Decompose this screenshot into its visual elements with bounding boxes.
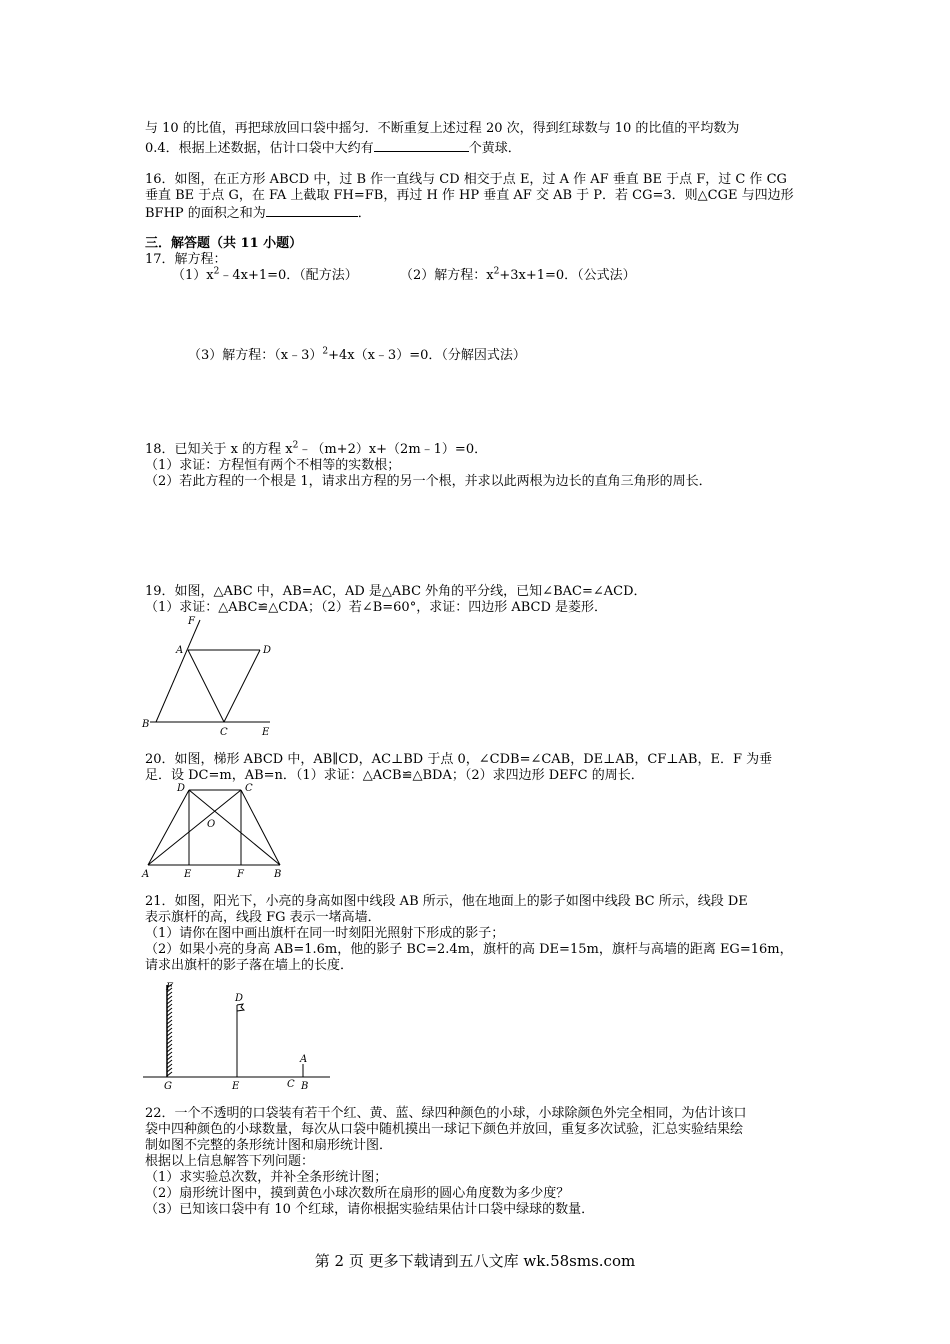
q21-label-C: C: [287, 1079, 295, 1090]
q21-label-G: G: [164, 1081, 172, 1092]
q21-line1: 21．如图，阳光下，小亮的身高如图中线段 AB 所示，他在地面上的影子如图中线段 BC 所示，线段 DE: [145, 894, 748, 909]
q22-part1: （1）求实验总次数，并补全条形统计图；: [145, 1170, 388, 1185]
q19-label-C: C: [220, 727, 228, 738]
q19-stem: 19．如图，△ABC 中，AB=AC，AD 是△ABC 外角的平分线，已知∠BAC=∠ACD．: [145, 584, 647, 599]
q20-figure: [140, 780, 285, 880]
q19-label-B: B: [142, 719, 150, 730]
q20-line1: 20．如图，梯形 ABCD 中，AB∥CD，AC⊥BD 于点 0，∠CDB=∠CAB，DE⊥AB，CF⊥AB，E．F 为垂: [145, 752, 773, 767]
q16-line1: 16．如图，在正方形 ABCD 中，过 B 作一直线与 CD 相交于点 E，过 A 作 AF 垂直 BE 于点 F，过 C 作 CG: [145, 172, 787, 187]
q22-part3: （3）已知该口袋中有 10 个红球，请你根据实验结果估计口袋中绿球的数量．: [145, 1202, 595, 1217]
q15-line1: 与 10 的比值，再把球放回口袋中摇匀．不断重复上述过程 20 次，得到红球数与 10 的比值的平均数为: [145, 121, 740, 136]
q15-line2: [145, 139, 521, 157]
q19-line-DC: [224, 650, 260, 722]
q22-line4: 根据以上信息解答下列问题：: [145, 1154, 315, 1169]
q20-label-F: F: [237, 869, 244, 880]
q17-part1-sup: 2: [213, 266, 220, 277]
q16-line3-a: BFHP 的面积之和为: [145, 206, 266, 221]
q15-line2-a: 0.4．根据上述数据，估计口袋中大约有: [145, 141, 374, 156]
q21-label-F: F: [166, 982, 173, 993]
q22-line1: 22．一个不透明的口袋装有若干个红、黄、蓝、绿四种颜色的小球，小球除颜色外完全相同，为估计该口: [145, 1106, 747, 1121]
q19-figure: [140, 615, 280, 740]
q19-label-E: E: [262, 727, 270, 738]
q18-part1: （1）求证：方程恒有两个不相等的实数根；: [145, 458, 401, 473]
q17-part2-sup: 2: [493, 266, 500, 277]
q19-label-F: F: [188, 616, 195, 627]
q21-part2b: 请求出旗杆的影子落在墙上的长度．: [145, 958, 354, 973]
q17-part2-b: +3x+1=0．（公式法）: [499, 268, 636, 283]
q17-part2-a: （2）解方程：x: [400, 268, 494, 283]
q20-line-AD: [148, 790, 189, 865]
q20-label-A: A: [142, 869, 150, 880]
q22-line2: 袋中四种颜色的小球数量，每次从口袋中随机摸出一球记下颜色并放回，重复多次试验，汇总实验结果绘: [145, 1122, 744, 1137]
q16-line3-b: ．: [357, 206, 371, 221]
q17-part1: [172, 268, 358, 284]
q17-part1-b: ﹣4x+1=0．（配方法）: [219, 268, 358, 283]
q17-part3-b: +4x（x﹣3）=0．（分解因式法）: [328, 348, 526, 363]
q20-label-C: C: [245, 783, 253, 794]
q19-line-AC: [188, 650, 224, 722]
q20-label-B: B: [274, 869, 282, 880]
q19-part1: （1）求证：△ABC≌△CDA；（2）若∠B=60°，求证：四边形 ABCD 是菱形．: [145, 600, 608, 615]
page-footer: 第 2 页 更多下载请到五八文库 wk.58sms.com: [314, 1252, 636, 1270]
q21-figure: [140, 980, 335, 1092]
q16-line3: [145, 204, 371, 222]
q19-label-D: D: [263, 645, 272, 656]
q21-line2: 表示旗杆的高，线段 FG 表示一堵高墙．: [145, 910, 381, 925]
q19-line-FB: [156, 620, 200, 722]
q21-label-D: D: [235, 993, 244, 1004]
q18-stem: [145, 442, 487, 458]
q20-line-AC: [148, 790, 241, 865]
q20-label-D: D: [177, 783, 186, 794]
q18-stem-b: ﹣（m+2）x+（2m﹣1）=0．: [298, 442, 488, 457]
q18-stem-sup: 2: [292, 440, 299, 451]
q21-label-E: E: [232, 1081, 240, 1092]
q20-label-E: E: [184, 869, 192, 880]
q16-answer-blank: [266, 204, 358, 217]
q17-part3: [188, 348, 526, 364]
q21-part1: （1）请你在图中画出旗杆在同一时刻阳光照射下形成的影子；: [145, 926, 505, 941]
q20-line-BD: [189, 790, 280, 865]
q21-flag-icon: [237, 1004, 244, 1011]
q18-part2: （2）若此方程的一个根是 1，请求出方程的另一个根，并求以此两根为边长的直角三角形的周长．: [145, 474, 712, 489]
q17-part3-a: （3）解方程：（x﹣3）: [188, 348, 323, 363]
q21-label-A: A: [300, 1054, 308, 1065]
q21-label-B: B: [301, 1081, 309, 1092]
q17-part2: [400, 268, 636, 284]
q20-line-BC: [241, 790, 280, 865]
section-title: 三．解答题（共 11 小题）: [145, 236, 303, 251]
q22-line3: 制如图不完整的条形统计图和扇形统计图．: [145, 1138, 393, 1153]
q17-stem: 17．解方程：: [145, 252, 227, 267]
q17-part3-sup: 2: [322, 346, 329, 357]
q15-answer-blank: [374, 139, 469, 152]
q15-line2-b: 个黄球．: [468, 141, 521, 156]
q19-label-A: A: [176, 645, 184, 656]
q20-line2: 足．设 DC=m，AB=n．（1）求证：△ACB≌△BDA；（2）求四边形 DEFC 的周长．: [145, 768, 644, 783]
q20-label-O: O: [207, 819, 216, 830]
q21-part2: （2）如果小亮的身高 AB=1.6m，他的影子 BC=2.4m，旗杆的高 DE=15m，旗杆与高墙的距离 EG=16m，: [145, 942, 793, 957]
q16-line2: 垂直 BE 于点 G，在 FA 上截取 FH=FB，再过 H 作 HP 垂直 AF 交 AB 于 P．若 CG=3．则△CGE 与四边形: [145, 188, 794, 203]
q18-stem-a: 18．已知关于 x 的方程 x: [145, 442, 293, 457]
q17-part1-a: （1）x: [172, 268, 214, 283]
q22-part2: （2）扇形统计图中，摸到黄色小球次数所在扇形的圆心角度数为多少度？: [145, 1186, 570, 1201]
